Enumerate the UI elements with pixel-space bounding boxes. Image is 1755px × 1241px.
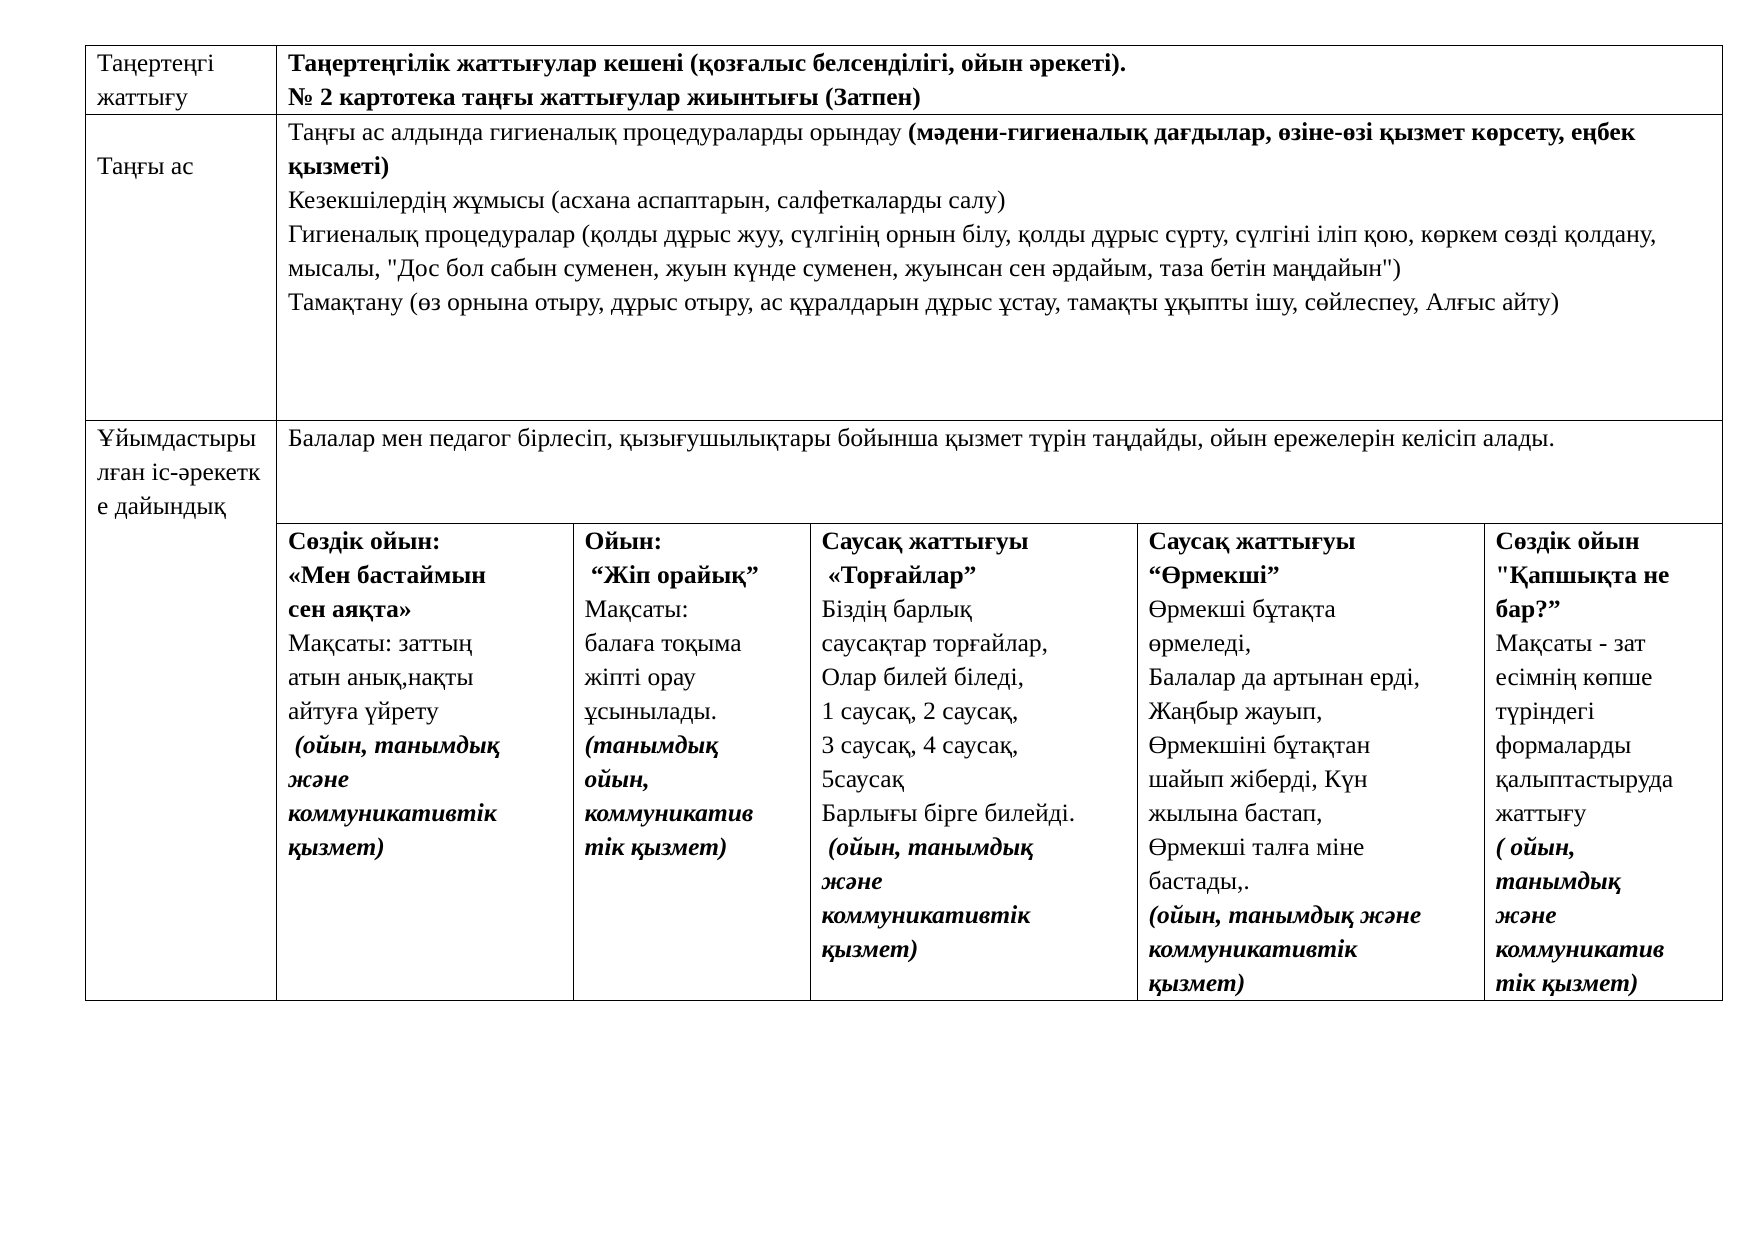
breakfast-paragraph-4: Тамақтану (өз орнына отыру, дұрыс отыру, ас құралдарын дұрыс ұстау, тамақты ұқыпты ішу, сөйлеспеу, Алғыс айту)	[288, 287, 1560, 316]
game-title-line: Ойын:	[584, 526, 663, 555]
game-body-line: Өрмекші бұтақта	[1148, 594, 1336, 623]
game-body-line: Өрмекші талға міне	[1148, 832, 1365, 861]
game-note-line: қызмет)	[1148, 968, 1246, 997]
game-note-line: ( ойын,	[1495, 832, 1576, 861]
game-note-line: қызмет)	[288, 832, 385, 861]
morning-exercise-line2: № 2 картотека таңғы жаттығулар жиынтығы (Затпен)	[288, 82, 921, 111]
game-body-line: Мақсаты:	[584, 594, 689, 623]
breakfast-p1-regular: Таңғы ас алдында гигиеналық процедураларды орындау	[288, 117, 909, 146]
game-note-line: (танымдық	[584, 730, 719, 759]
game-body-line: Олар билей біледі,	[821, 662, 1024, 691]
game-body-line: түріндегі	[1495, 696, 1595, 725]
game-cell-4	[1137, 524, 1484, 1001]
game-body-line: Мақсаты - зат	[1495, 628, 1646, 657]
game-title-line: сен аяқта»	[288, 594, 412, 623]
game-body-line: 1 саусақ, 2 саусақ,	[821, 696, 1019, 725]
game-title-line: бар?”	[1495, 594, 1561, 623]
game-body-line: есімнің көпше	[1495, 662, 1653, 691]
game-title-line: "Қапшықта не	[1495, 560, 1670, 589]
game-note-line: және	[1495, 900, 1557, 929]
game-body-line: 5саусақ	[821, 764, 904, 793]
breakfast-label-text: Таңғы ас	[97, 151, 194, 180]
document-page	[85, 45, 1722, 1001]
games-row	[277, 524, 1723, 1001]
breakfast-paragraph-1	[288, 115, 1712, 183]
prep-label-text: Ұйымдастырылған іс-әрекетке дайындық	[97, 423, 261, 520]
row-morning-exercise	[86, 46, 1723, 115]
row-label-prep	[86, 421, 277, 1001]
game-cell-2	[573, 524, 810, 1001]
morning-exercise-content	[277, 46, 1723, 115]
game-title-line: “Жіп орайық”	[584, 560, 759, 589]
game-body-line: формаларды	[1495, 730, 1632, 759]
game-title-line: Саусақ жаттығуы	[1148, 526, 1356, 555]
game-note-line: (ойын, танымдық	[821, 832, 1034, 861]
game-body-line: бастады,.	[1148, 866, 1250, 895]
game-body-line: Мақсаты: заттың	[288, 628, 473, 657]
breakfast-content	[277, 115, 1723, 421]
game-body-line: жаттығу	[1495, 798, 1587, 827]
daily-plan-table	[85, 45, 1723, 1001]
game-body-line: 3 саусақ, 4 саусақ,	[821, 730, 1019, 759]
game-body-line: өрмеледі,	[1148, 628, 1252, 657]
game-body-line: Біздің барлық	[821, 594, 972, 623]
game-body-line: шайып жіберді, Күн	[1148, 764, 1368, 793]
game-body-line: ұсынылады.	[584, 696, 718, 725]
game-title-line: «Торғайлар”	[821, 560, 977, 589]
game-note-line: және	[288, 764, 350, 793]
game-cell-3	[810, 524, 1137, 1001]
game-note-line: (ойын, танымдық және	[1148, 900, 1422, 929]
game-note-line: коммуникатив	[1495, 934, 1665, 963]
game-body-line: саусақтар торғайлар,	[821, 628, 1049, 657]
game-cell-1	[277, 524, 573, 1001]
games-table	[277, 523, 1723, 1000]
game-body-line: жылына бастап,	[1148, 798, 1323, 827]
game-title-line: «Мен бастаймын	[288, 560, 486, 589]
game-title-line: Сөздік ойын:	[288, 526, 441, 555]
game-title-line: Сөздік ойын	[1495, 526, 1640, 555]
game-body-line: Балалар да артынан ерді,	[1148, 662, 1420, 691]
game-body-line: Барлығы бірге билейді.	[821, 798, 1076, 827]
game-body-line: Өрмекшіні бұтақтан	[1148, 730, 1371, 759]
row-label-breakfast	[86, 115, 277, 421]
game-title-line: Саусақ жаттығуы	[821, 526, 1029, 555]
row-prep	[86, 421, 1723, 1001]
game-note-line: коммуникативтік	[288, 798, 497, 827]
game-title-line: “Өрмекші”	[1148, 560, 1280, 589]
row-breakfast	[86, 115, 1723, 421]
morning-exercise-line1: Таңертеңгілік жаттығулар кешені (қозғалыс белсенділігі, ойын әрекеті).	[288, 48, 1127, 77]
game-body-line: атын анық,нақты	[288, 662, 474, 691]
game-note-line: коммуникатив	[584, 798, 754, 827]
game-body-line: айтуға үйрету	[288, 696, 439, 725]
breakfast-p1-bold: (мәдени-гигиеналық дағдылар, өзіне-өзі қызмет көрсету, еңбек қызметі)	[288, 117, 1636, 180]
game-note-line: коммуникативтік	[1148, 934, 1358, 963]
game-body-line: қалыптастыруда	[1495, 764, 1674, 793]
game-note-line: тік қызмет)	[584, 832, 728, 861]
row-label-morning-exercise: Таңертеңгі жаттығу	[86, 46, 277, 115]
game-note-line: және	[821, 866, 883, 895]
game-body-line: Жаңбыр жауып,	[1148, 696, 1323, 725]
game-note-line: ойын,	[584, 764, 650, 793]
game-note-line: қызмет)	[821, 934, 919, 963]
prep-intro: Балалар мен педагог бірлесіп, қызығушылықтары бойынша қызмет түрін таңдайды, ойын ережелерін келісіп алады.	[288, 423, 1555, 452]
game-note-line: (ойын, танымдық	[288, 730, 500, 759]
breakfast-paragraph-3: Гигиеналық процедуралар (қолды дұрыс жуу, сүлгінің орнын білу, қолды дұрыс сүрту, сүлгіні іліп қою, көркем сөзді қолдану, мысалы, "Дос бол сабын суменен, жуын күнде суменен, жуынсан сен әрдайым, таза бетін маңдайын")	[288, 219, 1657, 282]
game-body-line: жіпті орау	[584, 662, 696, 691]
game-note-line: коммуникативтік	[821, 900, 1031, 929]
game-body-line: балаға тоқыма	[584, 628, 742, 657]
game-note-line: тік қызмет)	[1495, 968, 1639, 997]
breakfast-paragraph-2: Кезекшілердің жұмысы (асхана аспаптарын, салфеткаларды салу)	[288, 185, 1006, 214]
game-cell-5	[1484, 524, 1723, 1001]
game-note-line: танымдық	[1495, 866, 1621, 895]
prep-content	[277, 421, 1723, 1001]
